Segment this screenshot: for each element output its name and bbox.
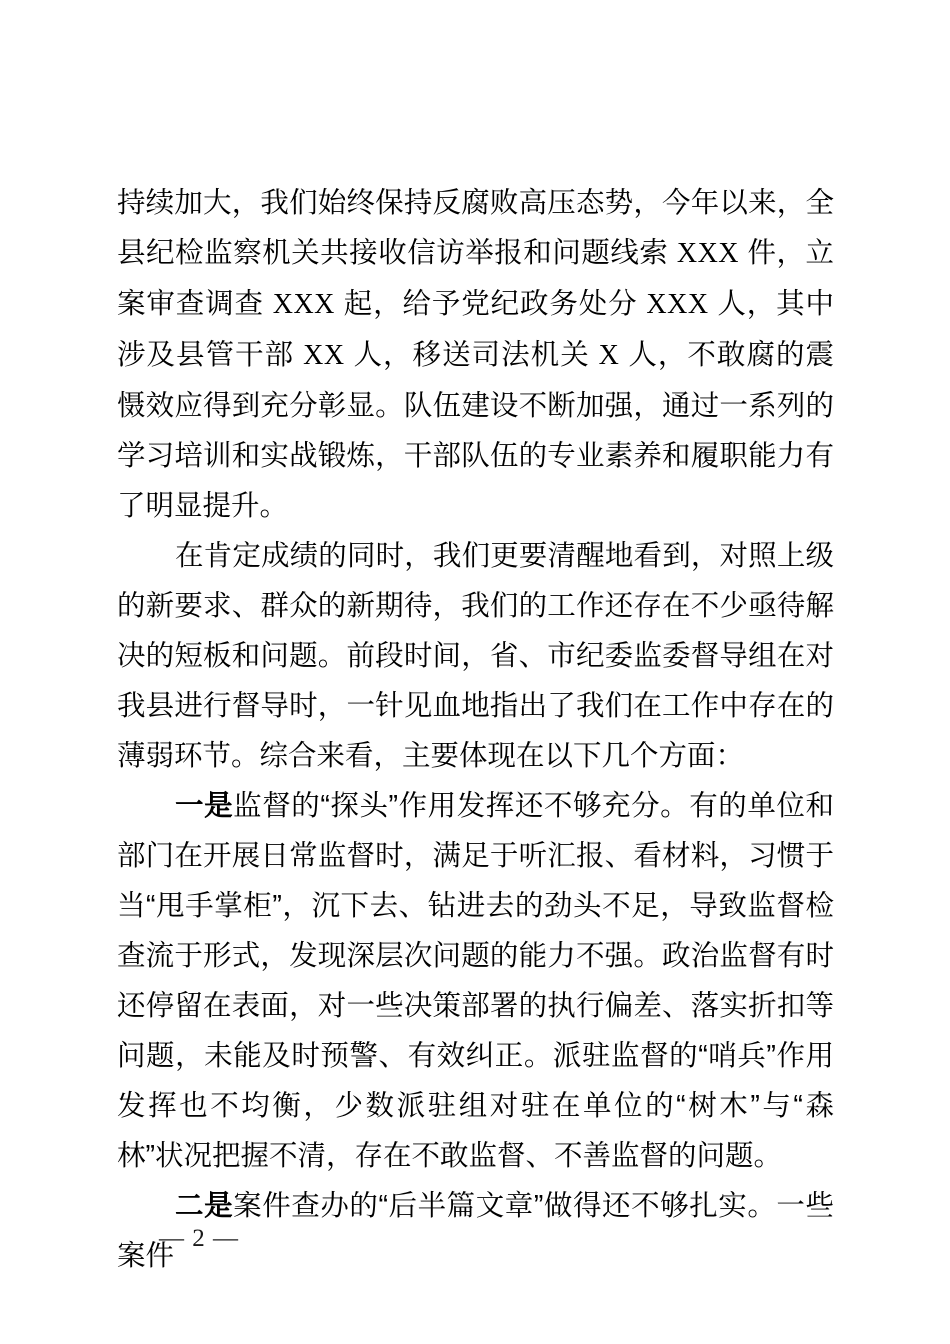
page-number-footer: — 2 — — [159, 1225, 239, 1252]
paragraph-enumerator-one: 一是 — [175, 790, 234, 822]
paragraph-point-one — [117, 781, 834, 1181]
paragraph-enumerator-two: 二是 — [175, 1190, 234, 1222]
latin-run: XXX — [272, 289, 335, 320]
document-body — [117, 178, 834, 1281]
paragraph-continued-achievements — [117, 178, 834, 531]
paragraph-text: 监督的“探头”作用发挥还不够充分。有的单位和部门在开展日常监督时，满足于听汇报、看材料，习惯于当“甩手掌柜”，沉下去、钻进去的劲头不足，导致监督检查流于形式，发现深层次问题的能力不强。政治监督有时还停留在表面，对一些决策部署的执行偏差、落实折扣等问题，未能及时预警、有效纠正。派驻监督的“哨兵”作用发挥也不均衡，少数派驻组对驻在单位的“树木”与“森林”状况把握不清，存在不敢监督、不善监督的问题。 — [117, 790, 834, 1172]
latin-run: X — [598, 340, 620, 371]
paragraph-text: 持续加大，我们始终保持反腐败高压态势，今年以来，全县纪检监察机关共接收信访举报和问题线索 XXX 件，立案审查调查 XXX 起，给予党纪政务处分 XXX 人，其中涉及县管干部 XX 人，移送司法机关 X 人，不敢腐的震慑效应得到充分彰显。队伍建设不断加强，通过一系列的学习培训和实战锻炼，干部队伍的专业素养和履职能力有了明显提升。 — [117, 187, 835, 522]
latin-run: XXX — [646, 289, 709, 320]
paragraph-text: 在肯定成绩的同时，我们更要清醒地看到，对照上级的新要求、群众的新期待，我们的工作还存在不少亟待解决的短板和问题。前段时间，省、市纪委监委督导组在对我县进行督导时，一针见血地指出了我们在工作中存在的薄弱环节。综合来看，主要体现在以下几个方面： — [117, 540, 834, 772]
latin-run: XXX — [676, 238, 740, 269]
latin-run: XX — [303, 340, 345, 371]
paragraph-text: 案件查办的“后半篇文章”做得还不够扎实。一些案件 — [117, 1190, 834, 1272]
paragraph-problems-intro — [117, 531, 834, 781]
